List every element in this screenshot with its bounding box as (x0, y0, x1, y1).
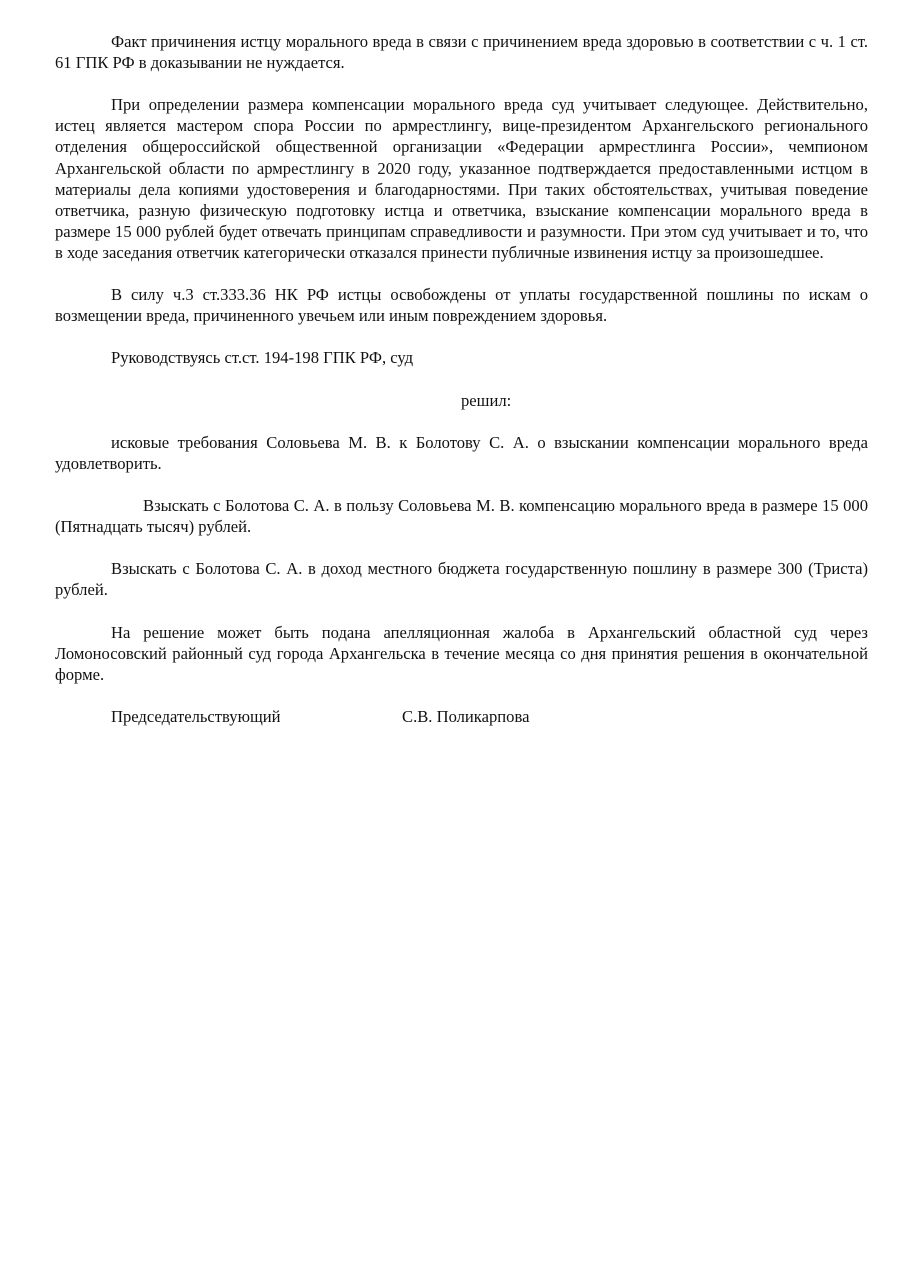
ruling-state-duty: Взыскать с Болотова С. А. в доход местного бюджета государственную пошлину в размере 300 (Триста) рублей. (55, 559, 868, 600)
paragraph-guided-by: Руководствуясь ст.ст. 194-198 ГПК РФ, суд (111, 348, 414, 368)
signature-block (55, 706, 868, 727)
signature-name: С.В. Поликарпова (402, 707, 530, 726)
ruling-appeal-notice: На решение может быть подана апелляционная жалоба в Архангельский областной суд через Ломоносовский районный суд города Архангельска в течение месяца со дня принятия решения в окончательной форме. (55, 622, 868, 684)
paragraph-state-duty-exemption: В силу ч.3 ст.333.36 НК РФ истцы освобождены от уплаты государственной пошлины по искам о возмещении вреда, причиненного увечьем или иным повреждением здоровья. (55, 285, 868, 326)
paragraph-moral-harm-fact: Факт причинения истцу морального вреда в связи с причинением вреда здоровью в соответствии с ч. 1 ст. 61 ГПК РФ в доказывании не нуждается. (55, 32, 868, 73)
ruling-compensation-amount: Взыскать с Болотова С. А. в пользу Соловьева М. В. компенсацию морального вреда в размере 15 000 (Пятнадцать тысяч) рублей. (55, 496, 868, 537)
signature-role: Председательствующий (111, 707, 281, 726)
verdict-heading: решил: (461, 390, 512, 410)
paragraph-compensation-reasoning: При определении размера компенсации морального вреда суд учитывает следующее. Действительно, истец является мастером спора России по армрестлингу, вице-президентом Архангельского регионального отделения общероссийской общественной организации «Федерации армрестлинга России», чемпионом Архангельской области по армрестлингу в 2020 году, указанное подтверждается предоставленными истцом в материалы дела копиями удостоверения и благодарностями. При таких обстоятельствах, учитывая поведение ответчика, разную физическую подготовку истца и ответчика, взыскание компенсации морального вреда в размере 15 000 рублей будет отвечать принципам справедливости и разумности. При этом суд учитывает и то, что в ходе заседания ответчик категорически отказался принести публичные извинения истцу за произошедшее. (55, 95, 868, 262)
ruling-claims-satisfied: исковые требования Соловьева М. В. к Болотову С. А. о взыскании компенсации морального вреда удовлетворить. (55, 432, 868, 473)
